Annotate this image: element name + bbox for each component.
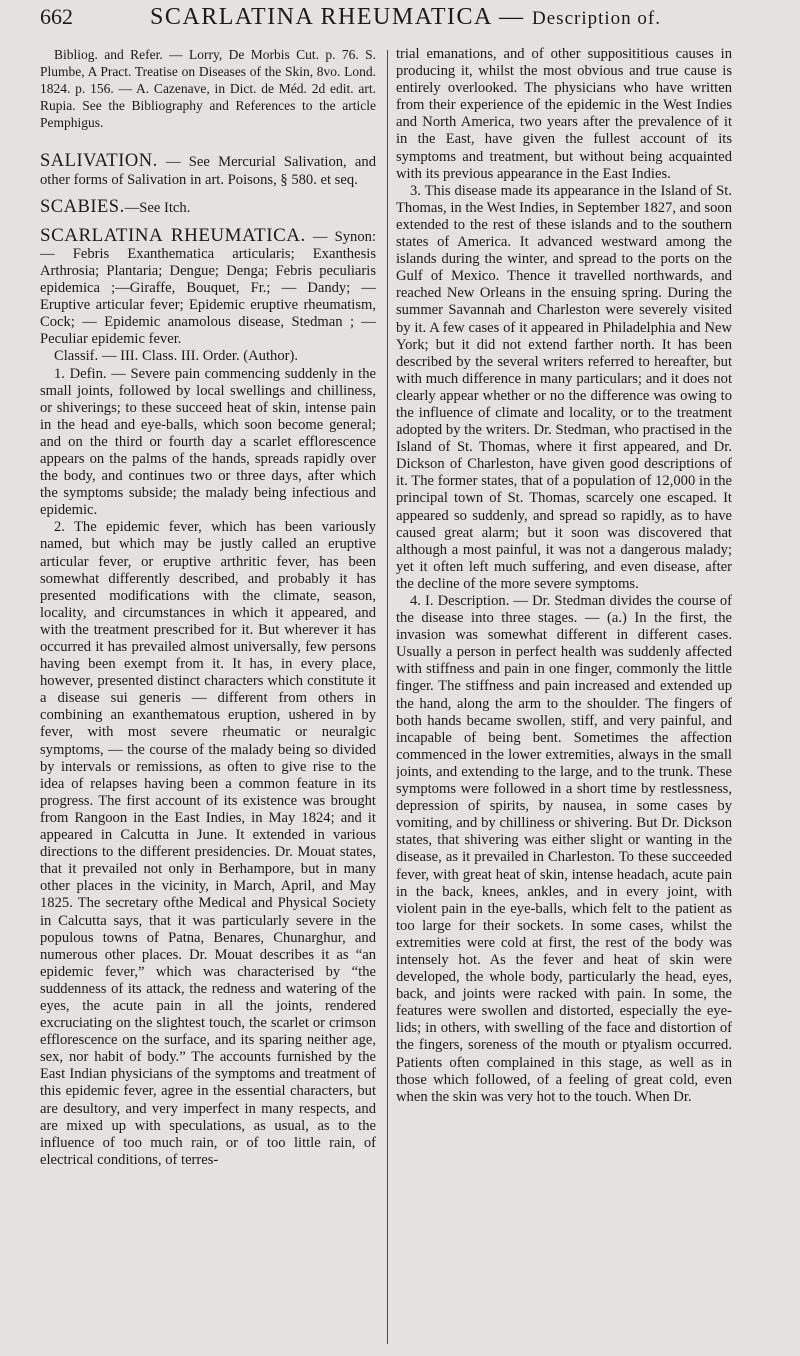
salivation-text: — See Mercurial Salivation, and other forms of Salivation in art. Poisons, § 580. et seq. — [40, 154, 376, 188]
running-title-main: SCARLATINA RHEUMATICA — [150, 4, 492, 30]
scarlatina-heading: SCARLATINA RHEUMATICA. — [40, 224, 306, 246]
paragraph-2: 2. The epidemic fever, which has been variously named, but which may be justly called an eruptive articular fever, or eruptive arthritic fever, has been somewhat differently described, and probably it has presented modifications with the climate, season, locality, and circumstances in which it appeared, and with the treatment prescribed for it. But wherever it has occurred it has prevailed almost universally, few persons having been exempt from it. It has, in every place, however, presented distinct characters which constitute it a disease sui generis — different from others in combining an exanthematous eruption, ushered in by fever, with most severe rheumatic or neuralgic symptoms, — the course of the malady being so divided by intervals or remissions, as often to give rise to the idea of relapses having been a common feature in its progress. The first account of its existence was brought from Rangoon in the East Indies, in May 1824; and it appeared in Calcutta in June. It extended in various directions to the different presidencies. Dr. Mouat states, that it prevailed not only in Berhampore, but in many other places in the vicinity, in March, April, and May 1825. The secretary ofthe Medical and Physical Society in Calcutta says, that it was particularly severe in the populous towns of Patna, Benares, Chunarghur, and numerous other places. Dr. Mouat describes it as “an epidemic fever,” which was characterised by “the suddenness of its attack, the redness and watering of the eyes, the acute pain in all the joints, rendered excruciating on the slightest touch, the scarlet or crimson efflorescence on the surface, and its sparing neither age, sex, nor habit of body.” The accounts furnished by the East Indian physicians of the symptoms and treatment of this epidemic fever, agree in the essential characters, but are desultory, and very imperfect in many respects, and are mixed up with speculations, as usual, as to the influence of too much rain, or of too little rain, of electrical conditions, of terres- — [40, 519, 376, 1168]
scabies-heading: SCABIES. — [40, 196, 125, 217]
paragraph-3: 3. This disease made its appearance in the Island of St. Thomas, in the West Indies, in September 1827, and soon extended to the rest of these islands and to the southern states of America. It advanced westward among the islands during the winter, and spread to the ports on the Gulf of Mexico. Thence it travelled northwards, and reached New Orleans in the ensuing spring. During the summer Savannah and Charleston were severely visited by it. A few cases of it appeared in Philadelphia and New York; but it did not extend farther north. It has been described by the several writers referred to hereafter, but with much difference in many particulars; and it does not clearly appear whether or no the difference was owing to the influence of climate and locality, or to the treatment adopted by the writers. Dr. Stedman, who practised in the Island of St. Thomas, where it first appeared, and Dr. Dickson of Charleston, have given good descriptions of it. The former states, that of a population of 12,000 in the principal town of St. Thomas, scarcely one escaped. It appeared so suddenly, and spread so rapidly, as to have caused great alarm; but it soon was discovered that although a most painful, it was not a dangerous malady; yet it often left much suffering, and even disease, after the decline of the more severe symptoms. — [396, 182, 732, 592]
paragraph-2-continued: trial emanations, and of other supposititious causes in producing it, whilst the most obvious and true cause is entirely overlooked. The physicians who have written from their experience of the epidemic in the West Indies and North America, two years after the prevalence of it in the East, have given the fullest account of its symptoms and treatment, but without being acquainted with its previous appearance in the East Indies. — [396, 46, 732, 182]
column-divider — [387, 50, 388, 1344]
scarlatina-entry — [40, 224, 376, 349]
running-title-dash: — — [491, 4, 533, 30]
scabies-entry — [40, 196, 376, 217]
salivation-heading: SALIVATION. — [40, 151, 158, 172]
left-column — [40, 46, 376, 1346]
paragraph-4-description: 4. I. Description. — Dr. Stedman divides the course of the disease into three stages. — (a.) In the first, the invasion was somewhat different in different cases. Usually a person in perfect health was suddenly affected with stiffness and pain in one finger, commonly the little finger. The stiffness and pain increased and extended up the hand, along the arm to the shoulder. The fingers of both hands became swollen, stiff, and very painful, and incapable of being bent. Sometimes the affection commenced in the lower extremities, always in the small joints, and extending to the large, and to the trunk. These symptoms were followed in a short time by restlessness, depression of spirits, by nausea, in some cases by vomiting, and by chilliness or shivering. But Dr. Dickson states, that shivering was either slight or wanting in the disease, as it prevailed in Charleston. To these succeeded fever, with great heat of skin, intense headach, acute pain in the back, knees, ankles, and in every joint, with violent pain in the eye-balls, which felt to the patient as too large for their sockets. In some cases, whilst the extremities were cold at first, the rest of the body was intensely hot. As the fever and heat of skin were developed, the whole body, particularly the head, eyes, back, and joints were racked with pain. In some, the features were swollen and distorted, especially the eye-lids; in others, with swelling of the face and distortion of the fingers, soreness of the mouth or ptyalism occurred. Patients often complained in this stage, as well as in those which followed, of a feeling of great cold, even when the skin was very hot to the touch. When Dr. — [396, 593, 732, 1105]
bibliography-paragraph: Bibliog. and Refer. — Lorry, De Morbis Cut. p. 76. S. Plumbe, A Pract. Treatise on Diseases of the Skin, 8vo. Lond. 1824. p. 156. — A. Cazenave, in Dict. de Méd. 2d edit. art. Rupia. See the Bibliography and References to the article Pemphigus. — [40, 47, 376, 131]
scarlatina-synonyms: — Synon: — Febris Exanthematica articularis; Exanthesis Arthrosia; Plantaria; Dengue; Denga; Febris peculiaris epidemica ;—Giraffe, Bouquet, Fr.; — Dandy; — Eruptive articular fever; Epidemic eruptive rheumatism, Cock; — Epidemic anamolous disease, Stedman ; — Peculiar epidemic fever. — [40, 228, 376, 348]
paragraph-definition: 1. Defin. — Severe pain commencing suddenly in the small joints, followed by local swellings and chilliness, or shiverings; to these succeed heat of skin, intense pain in the head and eye-balls, which soon become general; and on the third or fourth day a scarlet efflorescence appears on the palms of the hands, spreads rapidly over the body, and continues two or three days, after which the symptoms subside; the malady being infectious and epidemic. — [40, 365, 376, 519]
classification-line: Classif. — III. Class. III. Order. (Author). — [54, 348, 298, 365]
running-title — [150, 4, 661, 31]
running-title-section: Description of. — [532, 8, 662, 29]
page-number: 662 — [40, 4, 73, 29]
scabies-text: —See Itch. — [124, 199, 191, 216]
salivation-entry — [40, 153, 376, 188]
right-column — [396, 46, 732, 1346]
page-header — [40, 4, 780, 46]
